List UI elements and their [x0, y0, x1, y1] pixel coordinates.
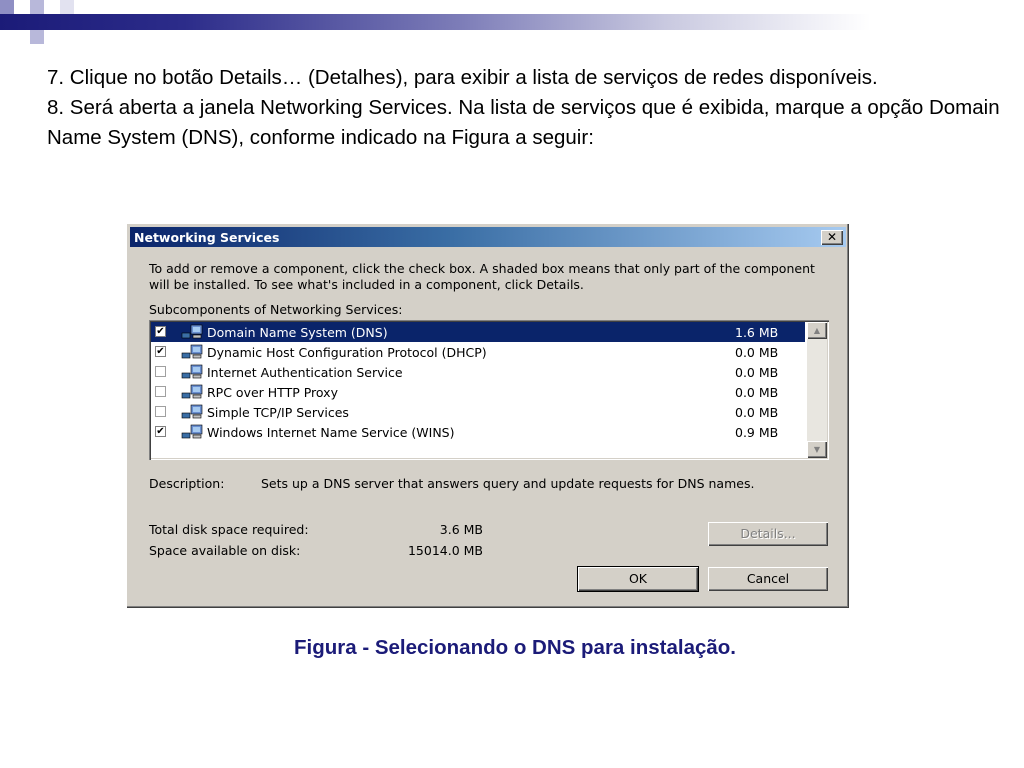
list-item-dhcp[interactable] [151, 342, 805, 362]
item-size: 0.0 MB [735, 385, 779, 400]
item-size: 0.0 MB [735, 405, 779, 420]
header-square [30, 0, 44, 14]
item-size: 1.6 MB [735, 325, 779, 340]
item-label: Dynamic Host Configuration Protocol (DHCP) [207, 345, 487, 360]
header-square [60, 0, 74, 14]
subcomponents-label: Subcomponents of Networking Services: [149, 302, 403, 317]
step-8-text: 8. Será aberta a janela Networking Services. Na lista de serviços que é exibida, marque a opção Domain Name System (DNS), conforme indicado na Figura a seguir: [47, 96, 1000, 149]
item-size: 0.9 MB [735, 425, 779, 440]
close-icon: ✕ [826, 230, 838, 244]
step-7-text: 7. Clique no botão Details… (Detalhes), para exibir a lista de serviços de redes disponíveis. [47, 66, 878, 89]
slide-body-text [47, 63, 1007, 153]
item-label: RPC over HTTP Proxy [207, 385, 338, 400]
checkbox-wins[interactable]: ✔ [156, 426, 165, 437]
space-available-value: 15014.0 MB [407, 543, 483, 558]
list-scrollbar[interactable] [807, 322, 827, 458]
network-service-icon [181, 324, 203, 340]
scroll-down-button[interactable] [807, 441, 827, 458]
instructions-text: To add or remove a component, click the check box. A shaded box means that only part of the component will be installed. To see what's included in a component, click Details. [149, 261, 815, 292]
total-disk-value: 3.6 MB [439, 522, 483, 537]
item-label: Simple TCP/IP Services [207, 405, 349, 420]
header-gradient-bar [0, 14, 1024, 30]
list-item-dns[interactable] [151, 322, 805, 342]
total-disk-label: Total disk space required: [149, 522, 309, 537]
checkbox-ias[interactable] [155, 366, 166, 377]
list-item-simple-tcpip[interactable] [151, 402, 805, 422]
network-service-icon [181, 364, 203, 380]
item-label: Domain Name System (DNS) [207, 325, 388, 340]
list-item-ias[interactable] [151, 362, 805, 382]
networking-services-dialog [126, 223, 850, 609]
cancel-button[interactable]: Cancel [708, 567, 828, 591]
scroll-up-button[interactable] [807, 322, 827, 339]
item-size: 0.0 MB [735, 345, 779, 360]
dialog-titlebar [130, 227, 846, 247]
checkbox-dns[interactable]: ✔ [156, 326, 165, 337]
header-square [30, 30, 44, 44]
network-service-icon [181, 424, 203, 440]
header-square [0, 0, 14, 14]
network-service-icon [181, 404, 203, 420]
description-label: Description: [149, 476, 225, 491]
checkbox-dhcp[interactable]: ✔ [156, 346, 165, 357]
space-available-label: Space available on disk: [149, 543, 301, 558]
description-text: Sets up a DNS server that answers query and update requests for DNS names. [261, 476, 755, 491]
item-label: Windows Internet Name Service (WINS) [207, 425, 455, 440]
list-item-wins[interactable] [151, 422, 805, 442]
close-button[interactable] [821, 230, 843, 245]
checkbox-simple-tcpip[interactable] [155, 406, 166, 417]
dialog-title: Networking Services [134, 230, 280, 245]
chevron-down-icon: ▼ [813, 445, 821, 454]
checkbox-rpc[interactable] [155, 386, 166, 397]
item-label: Internet Authentication Service [207, 365, 403, 380]
ok-button[interactable]: OK [578, 567, 698, 591]
chevron-up-icon: ▲ [813, 326, 821, 335]
figure-caption: Figura - Selecionando o DNS para instalação. [294, 636, 736, 659]
list-item-rpc-http-proxy[interactable] [151, 382, 805, 402]
item-size: 0.0 MB [735, 365, 779, 380]
details-button[interactable]: Details... [708, 522, 828, 546]
subcomponents-listbox[interactable] [149, 320, 829, 460]
network-service-icon [181, 344, 203, 360]
network-service-icon [181, 384, 203, 400]
